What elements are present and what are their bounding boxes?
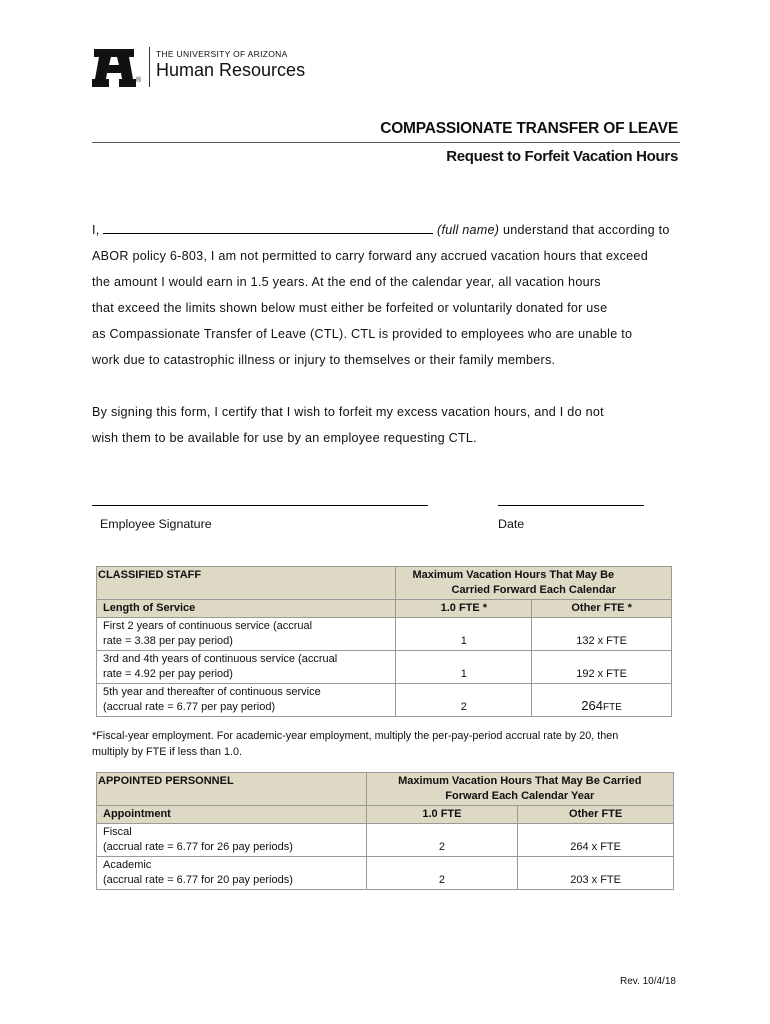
appointed-personnel-table bbox=[96, 772, 674, 890]
col-fte: 1.0 FTE bbox=[366, 806, 518, 824]
max-header-line: Maximum Vacation Hours That May Be Carried bbox=[398, 775, 642, 787]
max-header-line: Carried Forward Each Calendar bbox=[451, 584, 616, 596]
col-other-fte: Other FTE bbox=[518, 806, 674, 824]
full-name-hint: (full name) bbox=[437, 223, 500, 237]
other-fte-cell: 203 x FTE bbox=[518, 857, 674, 890]
certify-line: By signing this form, I certify that I wish to forfeit my excess vacation hours, and I do not bbox=[92, 405, 604, 419]
policy-line: the amount I would earn in 1.5 years. At the end of the calendar year, all vacation hours bbox=[92, 275, 601, 289]
fte-cell: 2 bbox=[366, 824, 518, 857]
appointment-cell bbox=[97, 857, 367, 890]
service-cell bbox=[97, 684, 396, 717]
note-line: *Fiscal-year employment. For academic-year employment, multiply the per-pay-period accrual rate by 20, then bbox=[92, 730, 619, 742]
form-title: COMPASSIONATE TRANSFER OF LEAVE bbox=[380, 120, 678, 137]
service-cell bbox=[97, 651, 396, 684]
col-length-of-service: Length of Service bbox=[97, 600, 396, 618]
max-hours-header bbox=[396, 567, 672, 600]
appointment-line: (accrual rate = 6.77 for 20 pay periods) bbox=[103, 874, 293, 886]
fte-cell: 2 bbox=[396, 684, 532, 717]
policy-line: ABOR policy 6-803, I am not permitted to carry forward any accrued vacation hours that exceed bbox=[92, 249, 648, 263]
table-row bbox=[97, 684, 672, 717]
fte-cell: 2 bbox=[366, 857, 518, 890]
title-divider bbox=[92, 142, 680, 143]
col-fte: 1.0 FTE * bbox=[396, 600, 532, 618]
classified-staff-table bbox=[96, 566, 672, 717]
appointment-cell bbox=[97, 824, 367, 857]
department-name: Human Resources bbox=[156, 60, 306, 80]
form-subtitle: Request to Forfeit Vacation Hours bbox=[446, 148, 678, 165]
section-title: APPOINTED PERSONNEL bbox=[97, 773, 367, 806]
line1-prefix: I, bbox=[92, 223, 100, 237]
appointment-line: (accrual rate = 6.77 for 26 pay periods) bbox=[103, 841, 293, 853]
full-name-field[interactable] bbox=[103, 221, 433, 234]
revision-date: Rev. 10/4/18 bbox=[620, 976, 676, 987]
certify-line: wish them to be available for use by an employee requesting CTL. bbox=[92, 431, 477, 445]
service-line: (accrual rate = 6.77 per pay period) bbox=[103, 701, 276, 713]
table-row bbox=[97, 824, 674, 857]
other-fte-cell bbox=[532, 684, 672, 717]
max-header-line: Forward Each Calendar Year bbox=[445, 790, 595, 802]
section-title: CLASSIFIED STAFF bbox=[97, 567, 396, 600]
policy-line: that exceed the limits shown below must either be forfeited or voluntarily donated for use bbox=[92, 301, 608, 315]
col-appointment: Appointment bbox=[97, 806, 367, 824]
note-line: multiply by FTE if less than 1.0. bbox=[92, 745, 243, 758]
other-fte-cell: 264 x FTE bbox=[518, 824, 674, 857]
certify-paragraph bbox=[92, 399, 684, 451]
column-header-row bbox=[97, 806, 674, 824]
service-line: 3rd and 4th years of continuous service (accrual bbox=[103, 653, 338, 665]
table-row bbox=[97, 618, 672, 651]
table-row bbox=[97, 857, 674, 890]
appointment-line: Academic bbox=[103, 859, 152, 871]
fte-cell: 1 bbox=[396, 651, 532, 684]
max-hours-header bbox=[366, 773, 673, 806]
service-cell bbox=[97, 618, 396, 651]
max-header-line: Maximum Vacation Hours That May Be bbox=[412, 569, 615, 581]
table-header-row bbox=[97, 773, 674, 806]
service-line: rate = 3.38 per pay period) bbox=[103, 635, 233, 647]
other-fte-value: 264 bbox=[581, 698, 603, 713]
registered-mark: ® bbox=[136, 77, 142, 84]
policy-line: as Compassionate Transfer of Leave (CTL). CTL is provided to employees who are unable to bbox=[92, 327, 633, 341]
other-fte-cell: 132 x FTE bbox=[532, 618, 672, 651]
policy-line: work due to catastrophic illness or injury to themselves or their family members. bbox=[92, 353, 556, 367]
signature-field[interactable] bbox=[92, 505, 428, 506]
table-header-row bbox=[97, 567, 672, 600]
university-logo bbox=[92, 45, 342, 89]
fiscal-year-note bbox=[92, 729, 672, 760]
column-header-row bbox=[97, 600, 672, 618]
line1-suffix: understand that according to bbox=[503, 223, 670, 237]
table-row bbox=[97, 651, 672, 684]
date-field[interactable] bbox=[498, 505, 644, 506]
policy-paragraph bbox=[92, 217, 684, 373]
service-line: 5th year and thereafter of continuous service bbox=[103, 686, 321, 698]
other-fte-unit: FTE bbox=[603, 702, 622, 713]
logo-divider bbox=[149, 47, 150, 87]
date-label: Date bbox=[498, 517, 525, 531]
block-a-logo-icon bbox=[92, 45, 136, 89]
university-name: THE UNIVERSITY OF ARIZONA bbox=[156, 49, 288, 59]
col-other-fte: Other FTE * bbox=[532, 600, 672, 618]
service-line: rate = 4.92 per pay period) bbox=[103, 668, 233, 680]
fte-cell: 1 bbox=[396, 618, 532, 651]
appointment-line: Fiscal bbox=[103, 826, 132, 838]
other-fte-cell: 192 x FTE bbox=[532, 651, 672, 684]
service-line: First 2 years of continuous service (accrual bbox=[103, 620, 313, 632]
signature-label: Employee Signature bbox=[100, 517, 212, 531]
